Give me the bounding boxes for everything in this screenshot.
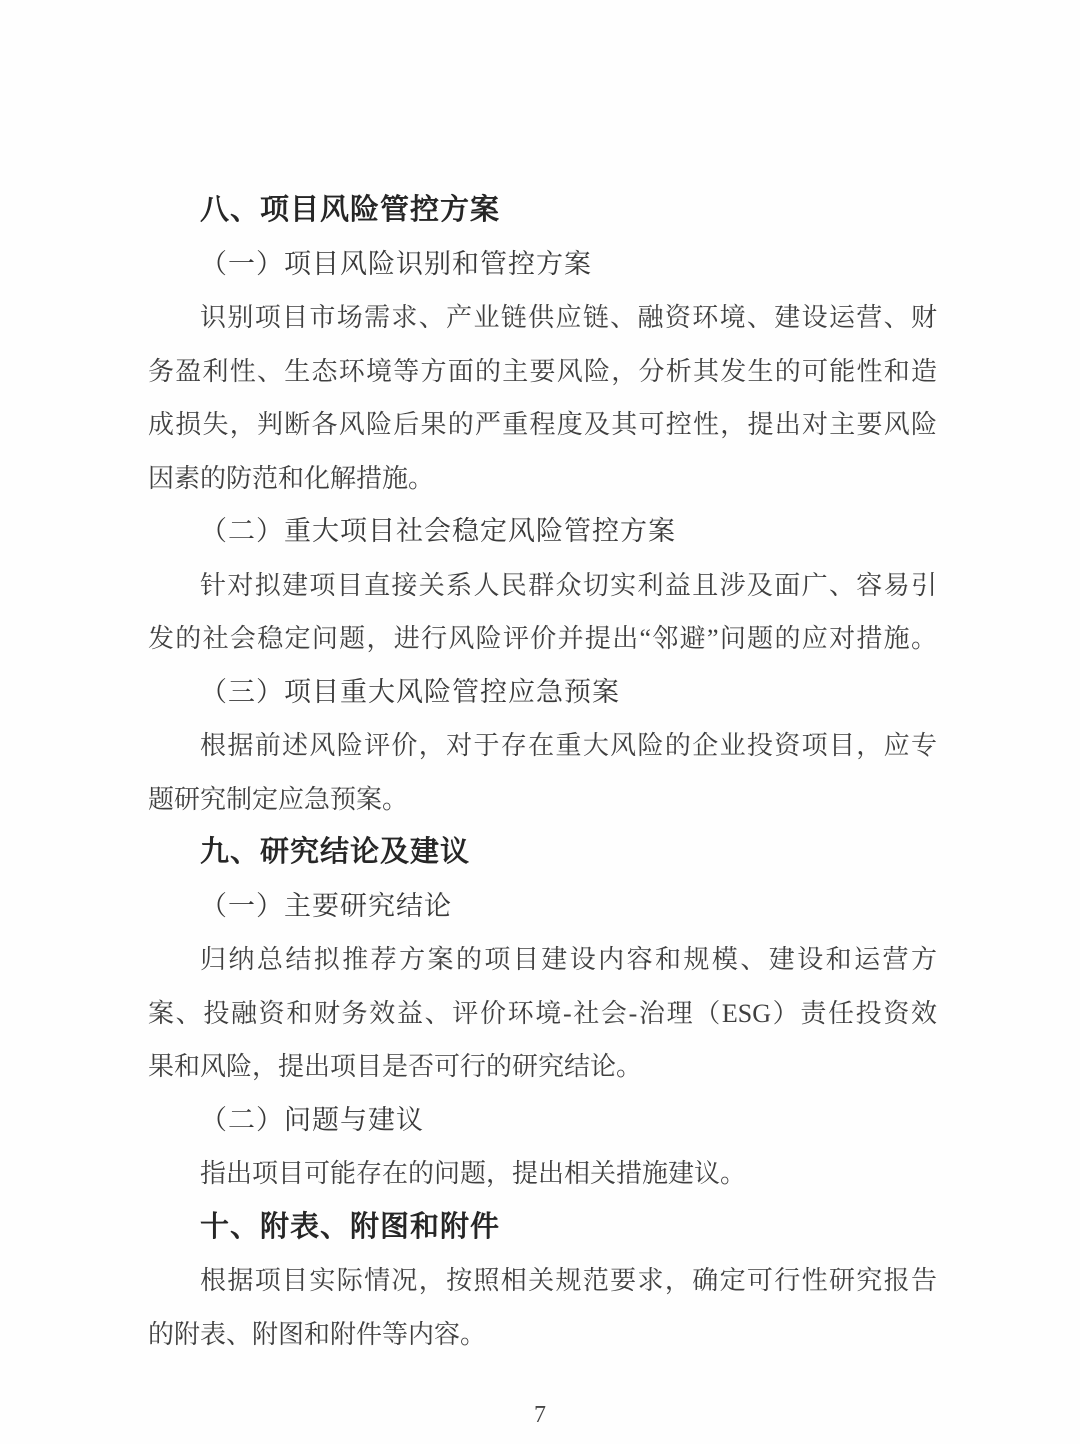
text-line: 案、投融资和财务效益、评价环境-社会-治理（ESG）责任投资效: [148, 998, 937, 1028]
page-content: [148, 184, 937, 1361]
text-line: 务盈利性、生态环境等方面的主要风险，分析其发生的可能性和造: [148, 356, 937, 386]
subsection-heading-8-2: （二）重大项目社会稳定风险管控方案: [200, 516, 676, 546]
paragraph: [148, 719, 937, 826]
text-line: 针对拟建项目直接关系人民群众切实利益且涉及面广、容易引: [200, 570, 937, 600]
paragraph: [148, 1254, 937, 1361]
text-line: 的附表、附图和附件等内容。: [148, 1319, 487, 1349]
text-line: 发的社会稳定问题，进行风险评价并提出“邻避”问题的应对措施。: [148, 624, 937, 653]
paragraph: [148, 559, 937, 666]
text-line: 成损失，判断各风险后果的严重程度及其可控性，提出对主要风险: [148, 410, 937, 439]
text-line: 因素的防范和化解措施。: [148, 463, 435, 493]
text-line: 识别项目市场需求、产业链供应链、融资环境、建设运营、财: [200, 303, 937, 332]
subsection-heading-9-1: （一）主要研究结论: [200, 890, 452, 921]
text-line: 归纳总结拟推荐方案的项目建设内容和规模、建设和运营方: [200, 945, 937, 974]
subsection-heading-8-1: （一）项目风险识别和管控方案: [200, 248, 592, 279]
paragraph: [148, 291, 937, 505]
section-heading-8: 八、项目风险管控方案: [200, 194, 501, 226]
section-heading-10: 十、附表、附图和附件: [200, 1210, 501, 1243]
paragraph: [148, 1147, 937, 1201]
text-line: 指出项目可能存在的问题，提出相关措施建议。: [200, 1159, 747, 1188]
text-line: 题研究制定应急预案。: [148, 784, 409, 814]
paragraph: [148, 933, 937, 1094]
subsection-heading-9-2: （二）问题与建议: [200, 1104, 424, 1135]
section-heading-9: 九、研究结论及建议: [200, 836, 471, 868]
text-line: 果和风险，提出项目是否可行的研究结论。: [148, 1052, 643, 1081]
page-number: 7: [534, 1402, 546, 1428]
text-line: 根据前述风险评价，对于存在重大风险的企业投资项目，应专: [200, 731, 937, 760]
subsection-heading-8-3: （三）项目重大风险管控应急预案: [200, 676, 620, 707]
text-line: 根据项目实际情况，按照相关规范要求，确定可行性研究报告: [200, 1266, 937, 1295]
